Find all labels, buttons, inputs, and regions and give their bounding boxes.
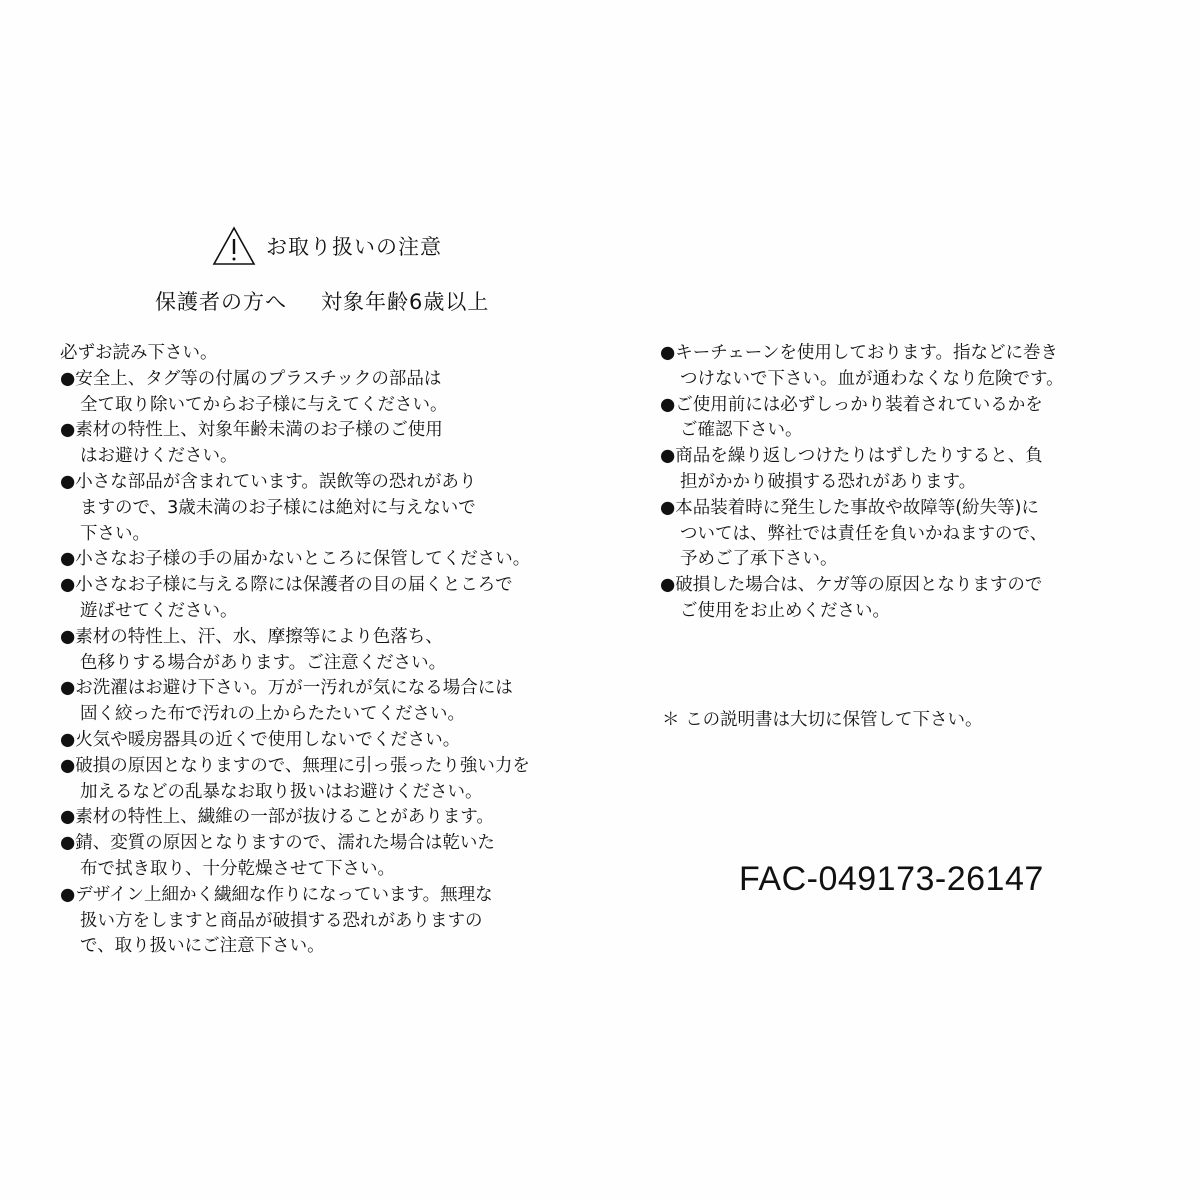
caution-line: ますので、3歳未満のお子様には絶対に与えないで bbox=[80, 497, 476, 518]
caution-line: ●小さな部品が含まれています。誤飲等の恐れがあり bbox=[60, 471, 477, 492]
subtitle bbox=[155, 286, 489, 316]
caution-line: 加えるなどの乱暴なお取り扱いはお避けください。 bbox=[80, 781, 483, 802]
caution-line: 遊ばせてください。 bbox=[80, 600, 238, 621]
caution-line: ●素材の特性上、繊維の一部が抜けることがあります。 bbox=[60, 807, 494, 828]
caution-line: ●破損した場合は、ケガ等の原因となりますので bbox=[660, 575, 1043, 596]
caution-line: ●本品装着時に発生した事故や故障等(紛失等)に bbox=[660, 497, 1039, 518]
caution-line: ●お洗濯はお避け下さい。万が一汚れが気になる場合には bbox=[60, 678, 513, 699]
keep-manual-note: ＊ この説明書は大切に保管して下さい。 bbox=[662, 710, 983, 730]
caution-line: ●商品を繰り返しつけたりはずしたりすると、負 bbox=[660, 446, 1043, 467]
right-column bbox=[660, 341, 1064, 625]
caution-line: ●素材の特性上、汗、水、摩擦等により色落ち、 bbox=[60, 626, 443, 647]
caution-line: ●錆、変質の原因となりますので、濡れた場合は乾いた bbox=[60, 833, 495, 854]
caution-line: はお避けください。 bbox=[80, 446, 238, 467]
caution-line: ●キーチェーンを使用しております。指などに巻き bbox=[660, 343, 1058, 363]
caution-line: ●小さなお子様に与える際には保護者の目の届くところで bbox=[60, 575, 513, 596]
product-code: FAC-049173-26147 bbox=[739, 860, 1044, 898]
warning-triangle-icon bbox=[212, 226, 256, 266]
caution-line: 下さい。 bbox=[80, 523, 150, 544]
title-row bbox=[212, 226, 442, 266]
caution-line: 扱い方をしますと商品が破損する恐れがありますの bbox=[80, 910, 483, 931]
caution-line: で、取り扱いにご注意下さい。 bbox=[80, 936, 325, 957]
page-title: お取り扱いの注意 bbox=[266, 235, 442, 259]
caution-line: ●素材の特性上、対象年齢未満のお子様のご使用 bbox=[60, 420, 443, 441]
caution-line: ●火気や暖房器具の近くで使用しないでください。 bbox=[60, 729, 461, 750]
caution-line: つけないで下さい。血が通わなくなり危険です。 bbox=[680, 368, 1064, 389]
caution-line: 固く絞った布で汚れの上からたたいてください。 bbox=[80, 704, 465, 725]
caution-line: ●安全上、タグ等の付属のプラスチックの部品は bbox=[60, 368, 442, 389]
caution-line: ●デザイン上細かく繊細な作りになっています。無理な bbox=[60, 884, 493, 905]
age-label: 対象年齢6歳以上 bbox=[321, 290, 490, 314]
caution-line: 担がかかり破損する恐れがあります。 bbox=[680, 471, 977, 492]
caution-line: ●小さなお子様の手の届かないところに保管してください。 bbox=[60, 549, 531, 570]
left-column bbox=[60, 341, 530, 960]
caution-line: 色移りする場合があります。ご注意ください。 bbox=[80, 652, 447, 673]
caution-line: 予めご了承下さい。 bbox=[680, 549, 838, 570]
caution-line: ついては、弊社では責任を負いかねますので、 bbox=[680, 523, 1048, 544]
intro-text: 必ずお読み下さい。 bbox=[60, 343, 218, 363]
caution-line: 全て取り除いてからお子様に与えてください。 bbox=[80, 394, 448, 415]
caution-line: 布で拭き取り、十分乾燥させて下さい。 bbox=[80, 858, 395, 879]
audience-label: 保護者の方へ bbox=[155, 290, 287, 314]
caution-line: ●ご使用前には必ずしっかり装着されているかを bbox=[660, 394, 1043, 415]
caution-line: ●破損の原因となりますので、無理に引っ張ったり強い力を bbox=[60, 755, 530, 776]
caution-line: ご確認下さい。 bbox=[680, 420, 803, 441]
caution-line: ご使用をお止めください。 bbox=[680, 600, 890, 621]
